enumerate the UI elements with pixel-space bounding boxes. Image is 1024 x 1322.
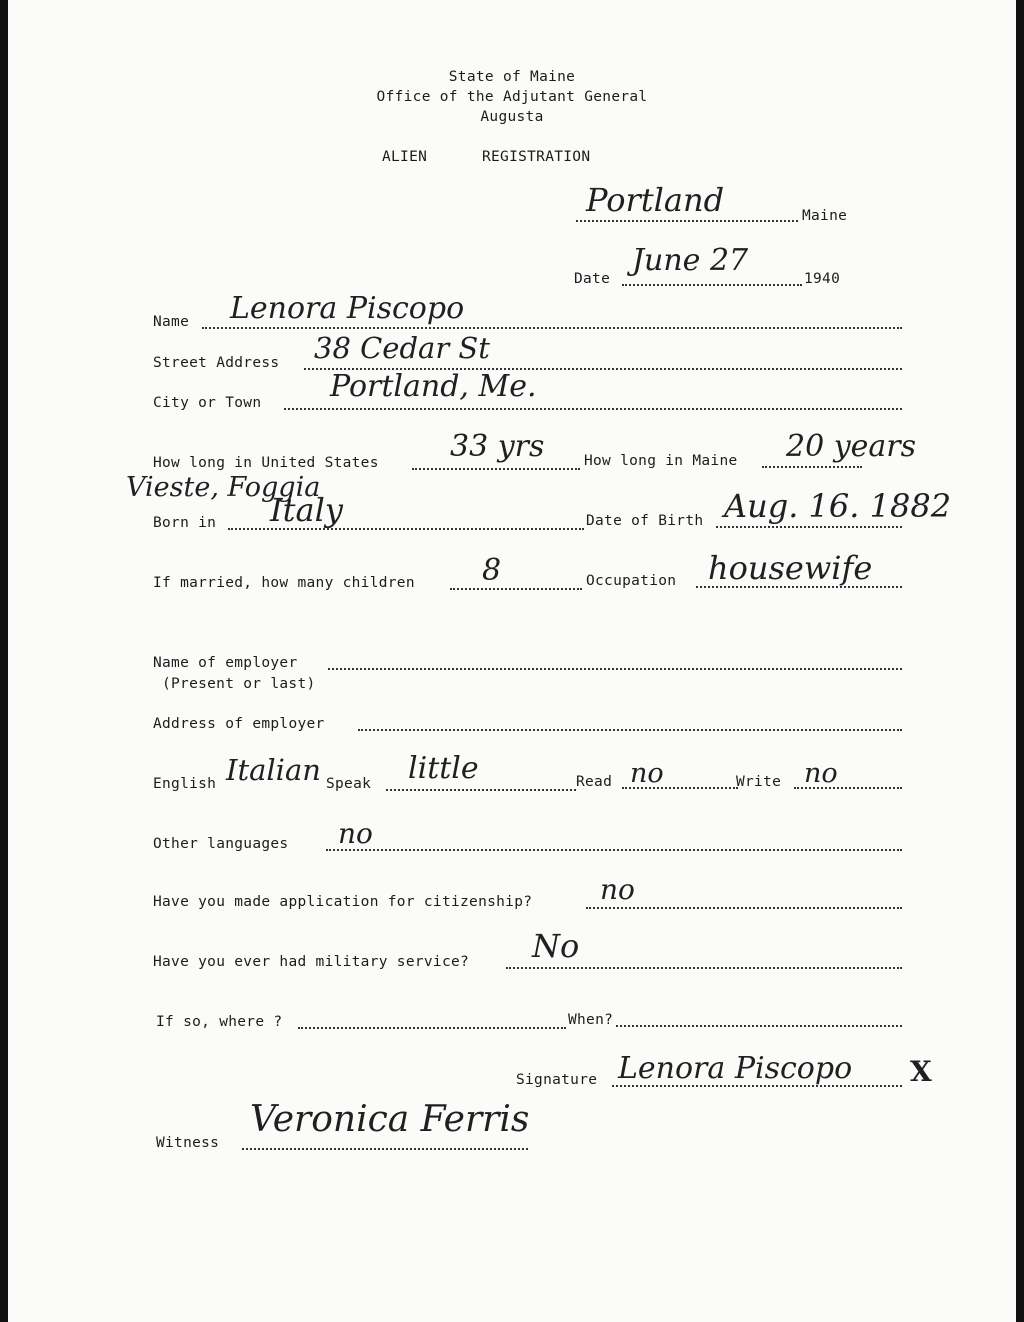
born-label: Born in bbox=[153, 515, 217, 531]
us-duration-handwritten: 33 yrs bbox=[450, 429, 545, 464]
children-dots bbox=[450, 586, 582, 590]
employer-name-label: Name of employer bbox=[153, 655, 298, 671]
citizenship-label: Have you made application for citizenship? bbox=[153, 894, 533, 910]
place-handwritten: Portland bbox=[586, 181, 725, 219]
citizenship-handwritten: no bbox=[600, 873, 635, 906]
us-duration-label: How long in United States bbox=[153, 455, 379, 471]
employer-name-sublabel: (Present or last) bbox=[162, 676, 316, 692]
other-languages-dots bbox=[326, 847, 902, 851]
other-languages-handwritten: no bbox=[338, 817, 373, 850]
signature-label: Signature bbox=[516, 1072, 598, 1088]
scan-border-right bbox=[1016, 0, 1024, 1322]
children-handwritten: 8 bbox=[482, 553, 502, 588]
date-label: Date bbox=[574, 271, 611, 287]
born-place-note-handwritten: Vieste, Foggia bbox=[126, 472, 321, 503]
name-label: Name bbox=[153, 314, 190, 330]
employer-address-label: Address of employer bbox=[153, 716, 325, 732]
military-label: Have you ever had military service? bbox=[153, 954, 470, 970]
where-dots bbox=[298, 1025, 566, 1029]
military-dots bbox=[506, 965, 902, 969]
maine-duration-handwritten: 20 years bbox=[786, 429, 917, 464]
signature-mark: X bbox=[910, 1055, 932, 1088]
occupation-label: Occupation bbox=[586, 573, 677, 589]
date-dots bbox=[622, 282, 802, 286]
language-inserted-handwritten: Italian bbox=[226, 753, 321, 787]
city-handwritten: Portland, Me. bbox=[330, 369, 537, 404]
language-label-read: Read bbox=[576, 774, 613, 790]
signature-handwritten: Lenora Piscopo bbox=[618, 1051, 853, 1086]
us-duration-dots bbox=[412, 466, 580, 470]
speak-handwritten: little bbox=[408, 751, 479, 786]
name-handwritten: Lenora Piscopo bbox=[230, 291, 465, 326]
header-state: State of Maine bbox=[448, 69, 576, 85]
occupation-handwritten: housewife bbox=[708, 549, 873, 587]
dob-handwritten: Aug. 16. 1882 bbox=[724, 487, 952, 525]
maine-duration-dots bbox=[762, 464, 862, 468]
witness-label: Witness bbox=[156, 1135, 220, 1151]
registration-form-page bbox=[8, 0, 1016, 1322]
header-city: Augusta bbox=[480, 109, 544, 125]
employer-address-dots bbox=[358, 727, 902, 731]
where-label: If so, where ? bbox=[156, 1014, 283, 1030]
born-handwritten: Italy bbox=[270, 491, 343, 529]
city-label: City or Town bbox=[153, 395, 262, 411]
other-languages-label: Other languages bbox=[153, 836, 289, 852]
street-label: Street Address bbox=[153, 355, 280, 371]
children-label: If married, how many children bbox=[153, 575, 415, 591]
form-title-alien: ALIEN bbox=[382, 149, 428, 165]
scan-border-left bbox=[0, 0, 8, 1322]
when-dots bbox=[616, 1023, 902, 1027]
form-title-registration: REGISTRATION bbox=[482, 149, 591, 165]
military-handwritten: No bbox=[532, 927, 580, 965]
language-label-speak: Speak bbox=[326, 776, 372, 792]
place-suffix: Maine bbox=[802, 208, 848, 224]
street-handwritten: 38 Cedar St bbox=[314, 331, 490, 365]
language-label-english: English bbox=[153, 776, 217, 792]
dob-label: Date of Birth bbox=[586, 513, 704, 529]
read-handwritten: no bbox=[630, 758, 664, 789]
witness-dots bbox=[242, 1146, 528, 1150]
speak-dots bbox=[386, 787, 576, 791]
write-handwritten: no bbox=[804, 758, 838, 789]
maine-duration-label: How long in Maine bbox=[584, 453, 738, 469]
city-dots bbox=[284, 406, 902, 410]
language-label-write: Write bbox=[736, 774, 782, 790]
date-handwritten: June 27 bbox=[632, 243, 749, 278]
header-office: Office of the Adjutant General bbox=[376, 89, 648, 105]
date-year: 1940 bbox=[804, 271, 841, 287]
witness-handwritten: Veronica Ferris bbox=[250, 1099, 530, 1140]
employer-name-dots bbox=[328, 666, 902, 670]
when-label: When? bbox=[568, 1012, 614, 1028]
